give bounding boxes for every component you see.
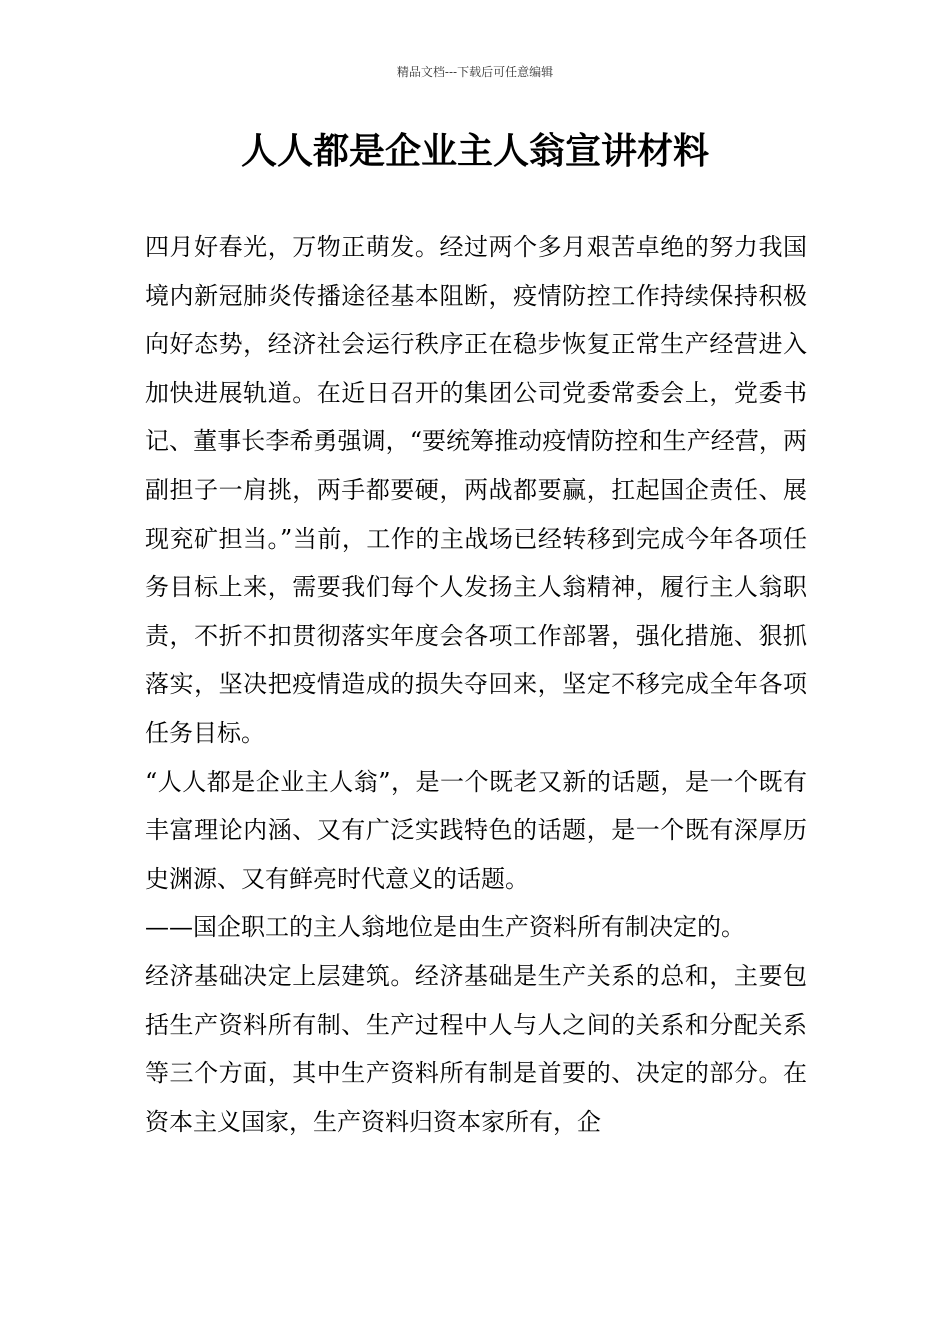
header-note: 精品文档---下载后可任意编辑 — [396, 65, 554, 79]
document-body — [145, 223, 807, 1146]
paragraph-intro: 四月好春光，万物正萌发。经过两个多月艰苦卓绝的努力我国境内新冠肺炎传播途径基本阻断，疫情防控工作持续保持积极向好态势，经济社会运行秩序正在稳步恢复正常生产经营进入加快进展轨道。在近日召开的集团公司党委常委会上，党委书记、董事长李希勇强调，“要统筹推动疫情防控和生产经营，两副担子一肩挑，两手都要硬，两战都要赢，扛起国企责任、展现兖矿担当。”当前，工作的主战场已经转移到完成今年各项任务目标上来，需要我们每个人发扬主人翁精神，履行主人翁职责，不折不扣贯彻落实年度会各项工作部署，强化措施、狠抓落实，坚决把疫情造成的损失夺回来，坚定不移完成全年各项任务目标。 — [145, 233, 807, 747]
document-title: 人人都是企业主人翁宣讲材料 — [240, 131, 709, 172]
paragraph-economic-basis: 经济基础决定上层建筑。经济基础是生产关系的总和，主要包括生产资料所有制、生产过程中人与人之间的关系和分配关系等三个方面，其中生产资料所有制是首要的、决定的部分。在资本主义国家，生产资料归资本家所有，企 — [145, 961, 807, 1136]
paragraph-topic: “人人都是企业主人翁”，是一个既老又新的话题，是一个既有丰富理论内涵、又有广泛实践特色的话题，是一个既有深厚历史渊源、又有鲜亮时代意义的话题。 — [145, 767, 807, 893]
paragraph-section-heading: ——国企职工的主人翁地位是由生产资料所有制决定的。 — [145, 913, 745, 942]
